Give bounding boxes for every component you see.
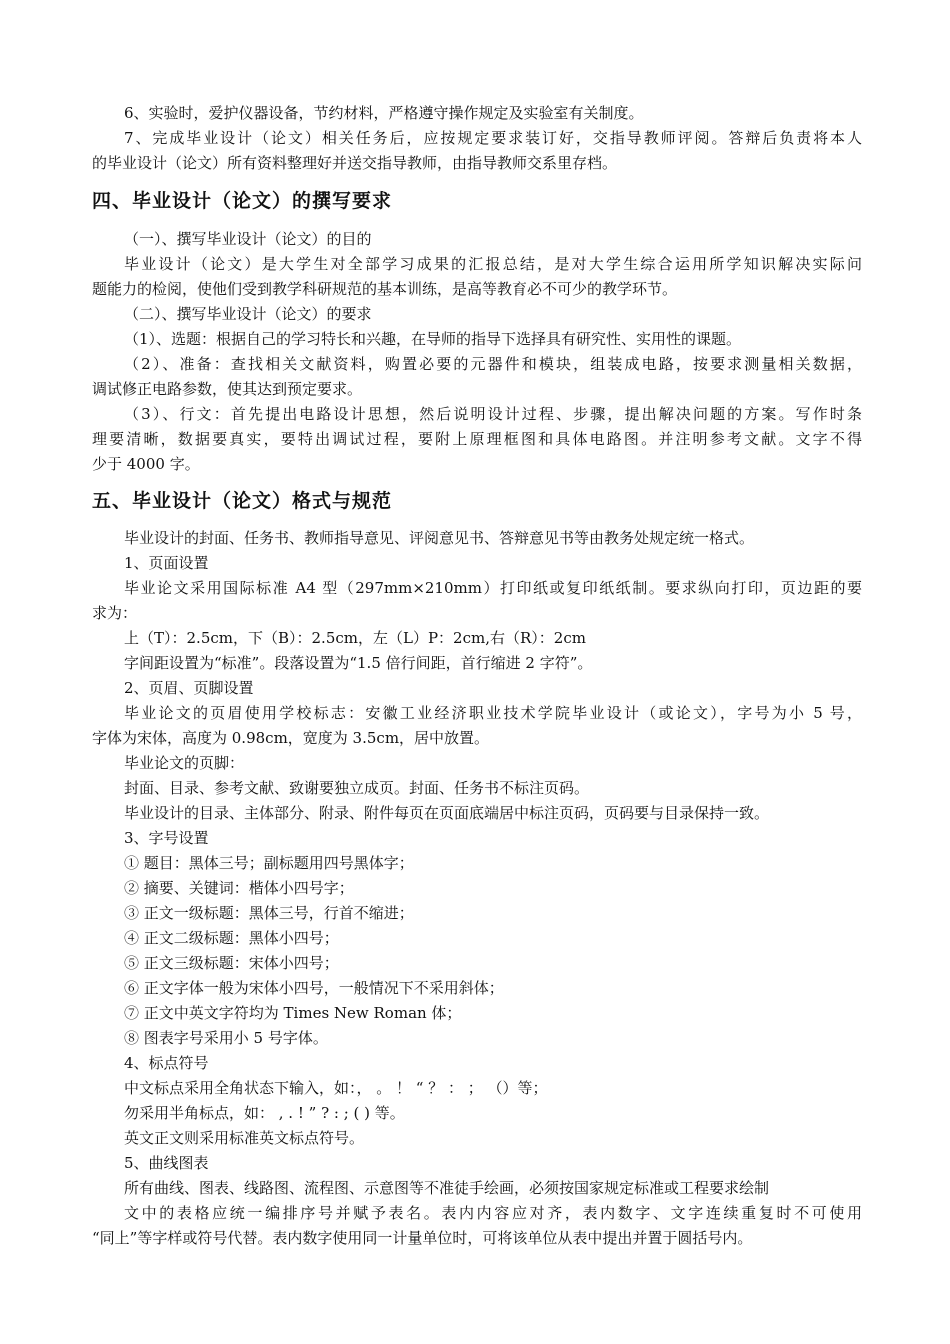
purpose-paragraph-line2: 题能力的检阅，使他们受到教学科研规范的基本训练，是高等教育必不可少的教学环节。 (92, 280, 678, 298)
font-rule-8: ⑧ 图表字号采用小 5 号字体。 (124, 1029, 328, 1047)
font-rule-5: ⑤ 正文三级标题：宋体小四号； (124, 954, 339, 972)
page-setup-line2: 求为： (92, 604, 138, 622)
page-setup-title: 1、页面设置 (124, 554, 209, 572)
font-size-title: 3、字号设置 (124, 829, 209, 847)
charts-rule-2: 文中的表格应统一编排序号并赋予表名。表内内容应对齐，表内数字、文字连续重复时不可使用 (124, 1204, 862, 1222)
requirement-3-line2: 理要清晰，数据要真实，要特出调试过程，要附上原理框图和具体电路图。并注明参考文献。文字不得 (92, 430, 862, 448)
punctuation-rule-1: 中文标点采用全角状态下输入，如：， 。 ！ “ ？ ： ； （）等； (124, 1079, 548, 1097)
footer-label: 毕业论文的页脚： (124, 754, 245, 772)
purpose-paragraph-line1: 毕业设计（论文）是大学生对全部学习成果的汇报总结，是对大学生综合运用所学知识解决实际问 (124, 255, 862, 273)
header-footer-title: 2、页眉、页脚设置 (124, 679, 254, 697)
font-rule-7: ⑦ 正文中英文字符均为 Times New Roman 体； (124, 1004, 462, 1022)
font-rule-3: ③ 正文一级标题：黑体三号，行首不缩进； (124, 904, 414, 922)
rule-item-7-line1: 7、完成毕业设计（论文）相关任务后，应按规定要求装订好，交指导教师评阅。答辩后负责将本人 (124, 129, 862, 147)
punctuation-title: 4、标点符号 (124, 1054, 209, 1072)
requirement-2-line2: 调试修正电路参数，使其达到预定要求。 (92, 380, 363, 398)
subsection-title-purpose: （一）、撰写毕业设计（论文）的目的 (124, 230, 372, 248)
section-heading-4: 四、毕业设计（论文）的撰写要求 (92, 190, 393, 212)
page-setup-line1: 毕业论文采用国际标准 A4 型（297mm×210mm）打印纸或复印纸纸制。要求纵向打印，页边距的要 (124, 579, 862, 597)
footer-rule-2: 毕业设计的目录、主体部分、附录、附件每页在页面底端居中标注页码，页码要与目录保持一致。 (124, 804, 770, 822)
font-rule-6: ⑥ 正文字体一般为宋体小四号，一般情况下不采用斜体； (124, 979, 504, 997)
punctuation-rule-3: 英文正文则采用标准英文标点符号。 (124, 1129, 365, 1147)
requirement-2-line1: （2）、准备：查找相关文献资料，购置必要的元器件和模块，组装成电路，按要求测量相关数据， (124, 355, 862, 373)
charts-rule-3: “同上”等字样或符号代替。表内数字使用同一计量单位时，可将该单位从表中提出并置于圆括号内。 (92, 1229, 753, 1247)
charts-title: 5、曲线图表 (124, 1154, 209, 1172)
rule-item-6: 6、实验时，爱护仪器设备，节约材料，严格遵守操作规定及实验室有关制度。 (124, 104, 644, 122)
font-rule-4: ④ 正文二级标题：黑体小四号； (124, 929, 339, 947)
requirement-3-line1: （3）、行文：首先提出电路设计思想，然后说明设计过程、步骤，提出解决问题的方案。写作时条 (124, 405, 862, 423)
charts-rule-1: 所有曲线、图表、线路图、流程图、示意图等不准徒手绘画，必须按国家规定标准或工程要求绘制 (124, 1179, 770, 1197)
section-heading-5: 五、毕业设计（论文）格式与规范 (92, 490, 393, 512)
format-intro: 毕业设计的封面、任务书、教师指导意见、评阅意见书、答辩意见书等由教务处规定统一格式。 (124, 529, 755, 547)
header-setting-line2: 字体为宋体，高度为 0.98cm，宽度为 3.5cm，居中放置。 (92, 729, 490, 747)
punctuation-rule-2: 勿采用半角标点，如： , . ! ” ? : ; ( ) 等。 (124, 1104, 405, 1122)
page-margins: 上（T）：2.5cm，下（B）：2.5cm，左（L）P：2cm,右（R）：2cm (124, 629, 586, 647)
requirement-1: （1）、选题：根据自己的学习特长和兴趣，在导师的指导下选择具有研究性、实用性的课题。 (124, 330, 742, 348)
requirement-3-line3: 少于 4000 字。 (92, 455, 200, 473)
font-rule-1: ① 题目：黑体三号；副标题用四号黑体字； (124, 854, 414, 872)
rule-item-7-line2: 的毕业设计（论文）所有资料整理好并送交指导教师，由指导教师交系里存档。 (92, 154, 618, 172)
footer-rule-1: 封面、目录、参考文献、致谢要独立成页。封面、任务书不标注页码。 (124, 779, 590, 797)
subsection-title-requirements: （二）、撰写毕业设计（论文）的要求 (124, 305, 372, 323)
font-rule-2: ② 摘要、关键词：楷体小四号字； (124, 879, 354, 897)
header-setting-line1: 毕业论文的页眉使用学校标志：安徽工业经济职业技术学院毕业设计（或论文），字号为小 5 号， (124, 704, 862, 722)
spacing-setting: 字间距设置为“标准”。段落设置为“1.5 倍行间距，首行缩进 2 字符”。 (124, 654, 593, 672)
